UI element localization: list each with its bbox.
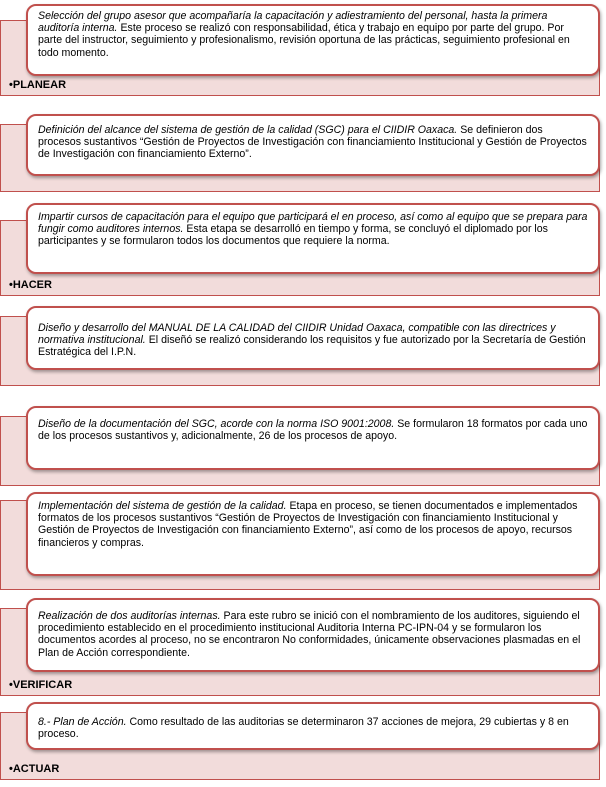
step-7-text: Para este rubro se inició con el nombramiento de los auditores, siguiendo el procedimiento establecido en el procedimiento institucional Auditoria Interna PC-IPN-04 y se formularon los documentos acordes al proceso, no se encontraron No conformidades, únicamente observaciones plasmadas en el Plan de Acción correspondiente. <box>38 610 581 659</box>
step-8-title: 8.- Plan de Acción. <box>38 716 127 728</box>
step-card-4 <box>26 306 600 370</box>
step-5-text: Se formularon 18 formatos por cada uno de los procesos sustantivos y, adicionalmente, 26 de los procesos de apoyo. <box>38 418 588 443</box>
phase-label-hacer: •HACER <box>9 279 52 291</box>
step-card-8 <box>26 702 600 750</box>
step-card-1 <box>26 4 600 76</box>
step-3-title: Impartir cursos de capacitación para el equipo que participará el en proceso, así como al equipo que se prepara para fungir como auditores internos. <box>38 211 588 236</box>
step-8-text: Como resultado de las auditorias se determinaron 37 acciones de mejora, 29 cubiertas y 8 en proceso. <box>38 716 569 741</box>
step-1-title: Selección del grupo asesor que acompañaría la capacitación y adiestramiento del personal, hasta la primera auditoría interna. <box>38 10 548 35</box>
step-4-text: El diseñó se realizó considerando los requisitos y fue autorizado por la Secretaría de Gestión Estratégica del I.P.N. <box>38 334 586 359</box>
step-card-3 <box>26 203 600 274</box>
step-2-title: Definición del alcance del sistema de gestión de la calidad (SGC) para el CIIDIR Oaxaca. <box>38 124 458 136</box>
step-4-title: Diseño y desarrollo del MANUAL DE LA CALIDAD del CIIDIR Unidad Oaxaca, compatible con las directrices y normativa institucional. <box>38 322 556 347</box>
step-5-title: Diseño de la documentación del SGC, acorde con la norma ISO 9001:2008. <box>38 418 395 430</box>
phase-label-verificar: •VERIFICAR <box>9 679 73 691</box>
step-card-6 <box>26 492 600 576</box>
phase-label-planear: •PLANEAR <box>9 79 67 91</box>
step-3-text: Esta etapa se desarrolló en tiempo y forma, se concluyó el diplomado por los participantes y se formularon todos los documentos que requiere la norma. <box>38 223 548 248</box>
phase-label-actuar: •ACTUAR <box>9 763 60 775</box>
step-1-text: Este proceso se realizó con responsabilidad, ética y trabajo en equipo por parte del grupo. Por parte del instructor, seguimiento y profesionalismo, revisión oportuna de las prácticas, seguimiento profesional en todo momento. <box>38 22 570 59</box>
step-2-text: Se definieron dos procesos sustantivos “Gestión de Proyectos de Investigación con financiamiento Institucional y Gestión de Proyectos de Investigación con financiamiento Externo”. <box>38 124 587 161</box>
step-6-text: Etapa en proceso, se tienen documentados e implementados formatos de los procesos sustantivos “Gestión de Proyectos de Investigación con financiamiento Institucional y Gestión de Proyectos de Investigación con financiamiento Externo”, así como de los procesos de apoyo, recursos financieros y compras. <box>38 500 578 549</box>
step-card-5 <box>26 406 600 470</box>
step-7-title: Realización de dos auditorías internas. <box>38 610 221 622</box>
step-card-2 <box>26 114 600 176</box>
step-6-title: Implementación del sistema de gestión de la calidad. <box>38 500 287 512</box>
step-card-7 <box>26 598 600 672</box>
